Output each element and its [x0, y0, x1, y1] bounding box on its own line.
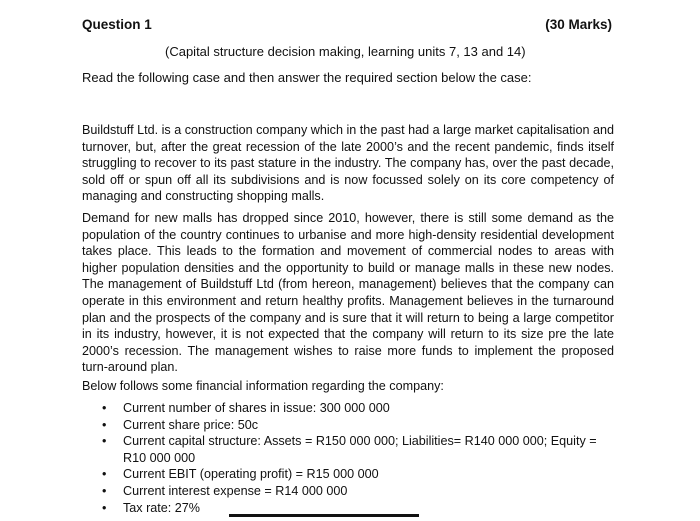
case-paragraph-2: Demand for new malls has dropped since 2010, however, there is still some demand as the population of the country continues to urbanise and more high-density residential development takes place. This leads to the formation and movement of commercial nodes to areas with higher population densities and the opportunity to build or manage malls in these new nodes. The management of Buildstuff Ltd (from hereon, management) believes that the company can operate in this environment and return healthy profits. Management believes in the turnaround plan and the prospects of the company and is sure that it will return to being a large competitor in its industry, however, it is not expected that the company will return to its size pre the late 2000’s recession. The management wishes to raise more funds to implement the proposed turn-around plan. [82, 211, 614, 375]
question-instruction: Read the following case and then answer the required section below the case: [82, 70, 532, 85]
list-item-text: Tax rate: 27% [123, 500, 201, 515]
question-heading-row [82, 17, 612, 35]
case-paragraph-1: Buildstuff Ltd. is a construction company which in the past had a large market capitalisation and turnover, but, after the great recession of the late 2000’s and the recent pandemic, finds itself struggling to recover to its past stature in the industry. The company has, over the past decade, sold off or spun off all its subdivisions and is now focussed solely on its core competency of managing and constructing shopping malls. [82, 123, 614, 204]
question-subtitle: (Capital structure decision making, learning units 7, 13 and 14) [165, 44, 526, 59]
scroll-underline-bar [229, 514, 419, 517]
bullet-icon: • [102, 483, 107, 498]
financial-info-list [82, 400, 614, 516]
list-item [82, 417, 614, 434]
bullet-icon: • [102, 500, 107, 515]
bullet-icon: • [102, 401, 107, 415]
list-item [82, 433, 614, 466]
list-item [82, 483, 614, 500]
list-item-text: Current EBIT (operating profit) = R15 000 000 [123, 467, 379, 482]
financial-info-intro: Below follows some financial information regarding the company: [82, 379, 444, 393]
bullet-icon: • [102, 417, 107, 432]
bullet-icon: • [102, 467, 107, 482]
question-title: Question 1 [82, 17, 152, 32]
bullet-icon: • [102, 434, 107, 449]
list-item-text: Current number of shares in issue: 300 000 000 [123, 401, 390, 415]
list-item-text: Current interest expense = R14 000 000 [123, 483, 348, 498]
list-item-text: Current share price: 50c [123, 417, 259, 432]
list-item-text: Current capital structure: Assets = R150 000 000; Liabilities= R140 000 000; Equity = R10 000 000 [123, 434, 597, 465]
question-marks: (30 Marks) [545, 17, 612, 32]
list-item [82, 466, 614, 483]
list-item [82, 400, 614, 417]
